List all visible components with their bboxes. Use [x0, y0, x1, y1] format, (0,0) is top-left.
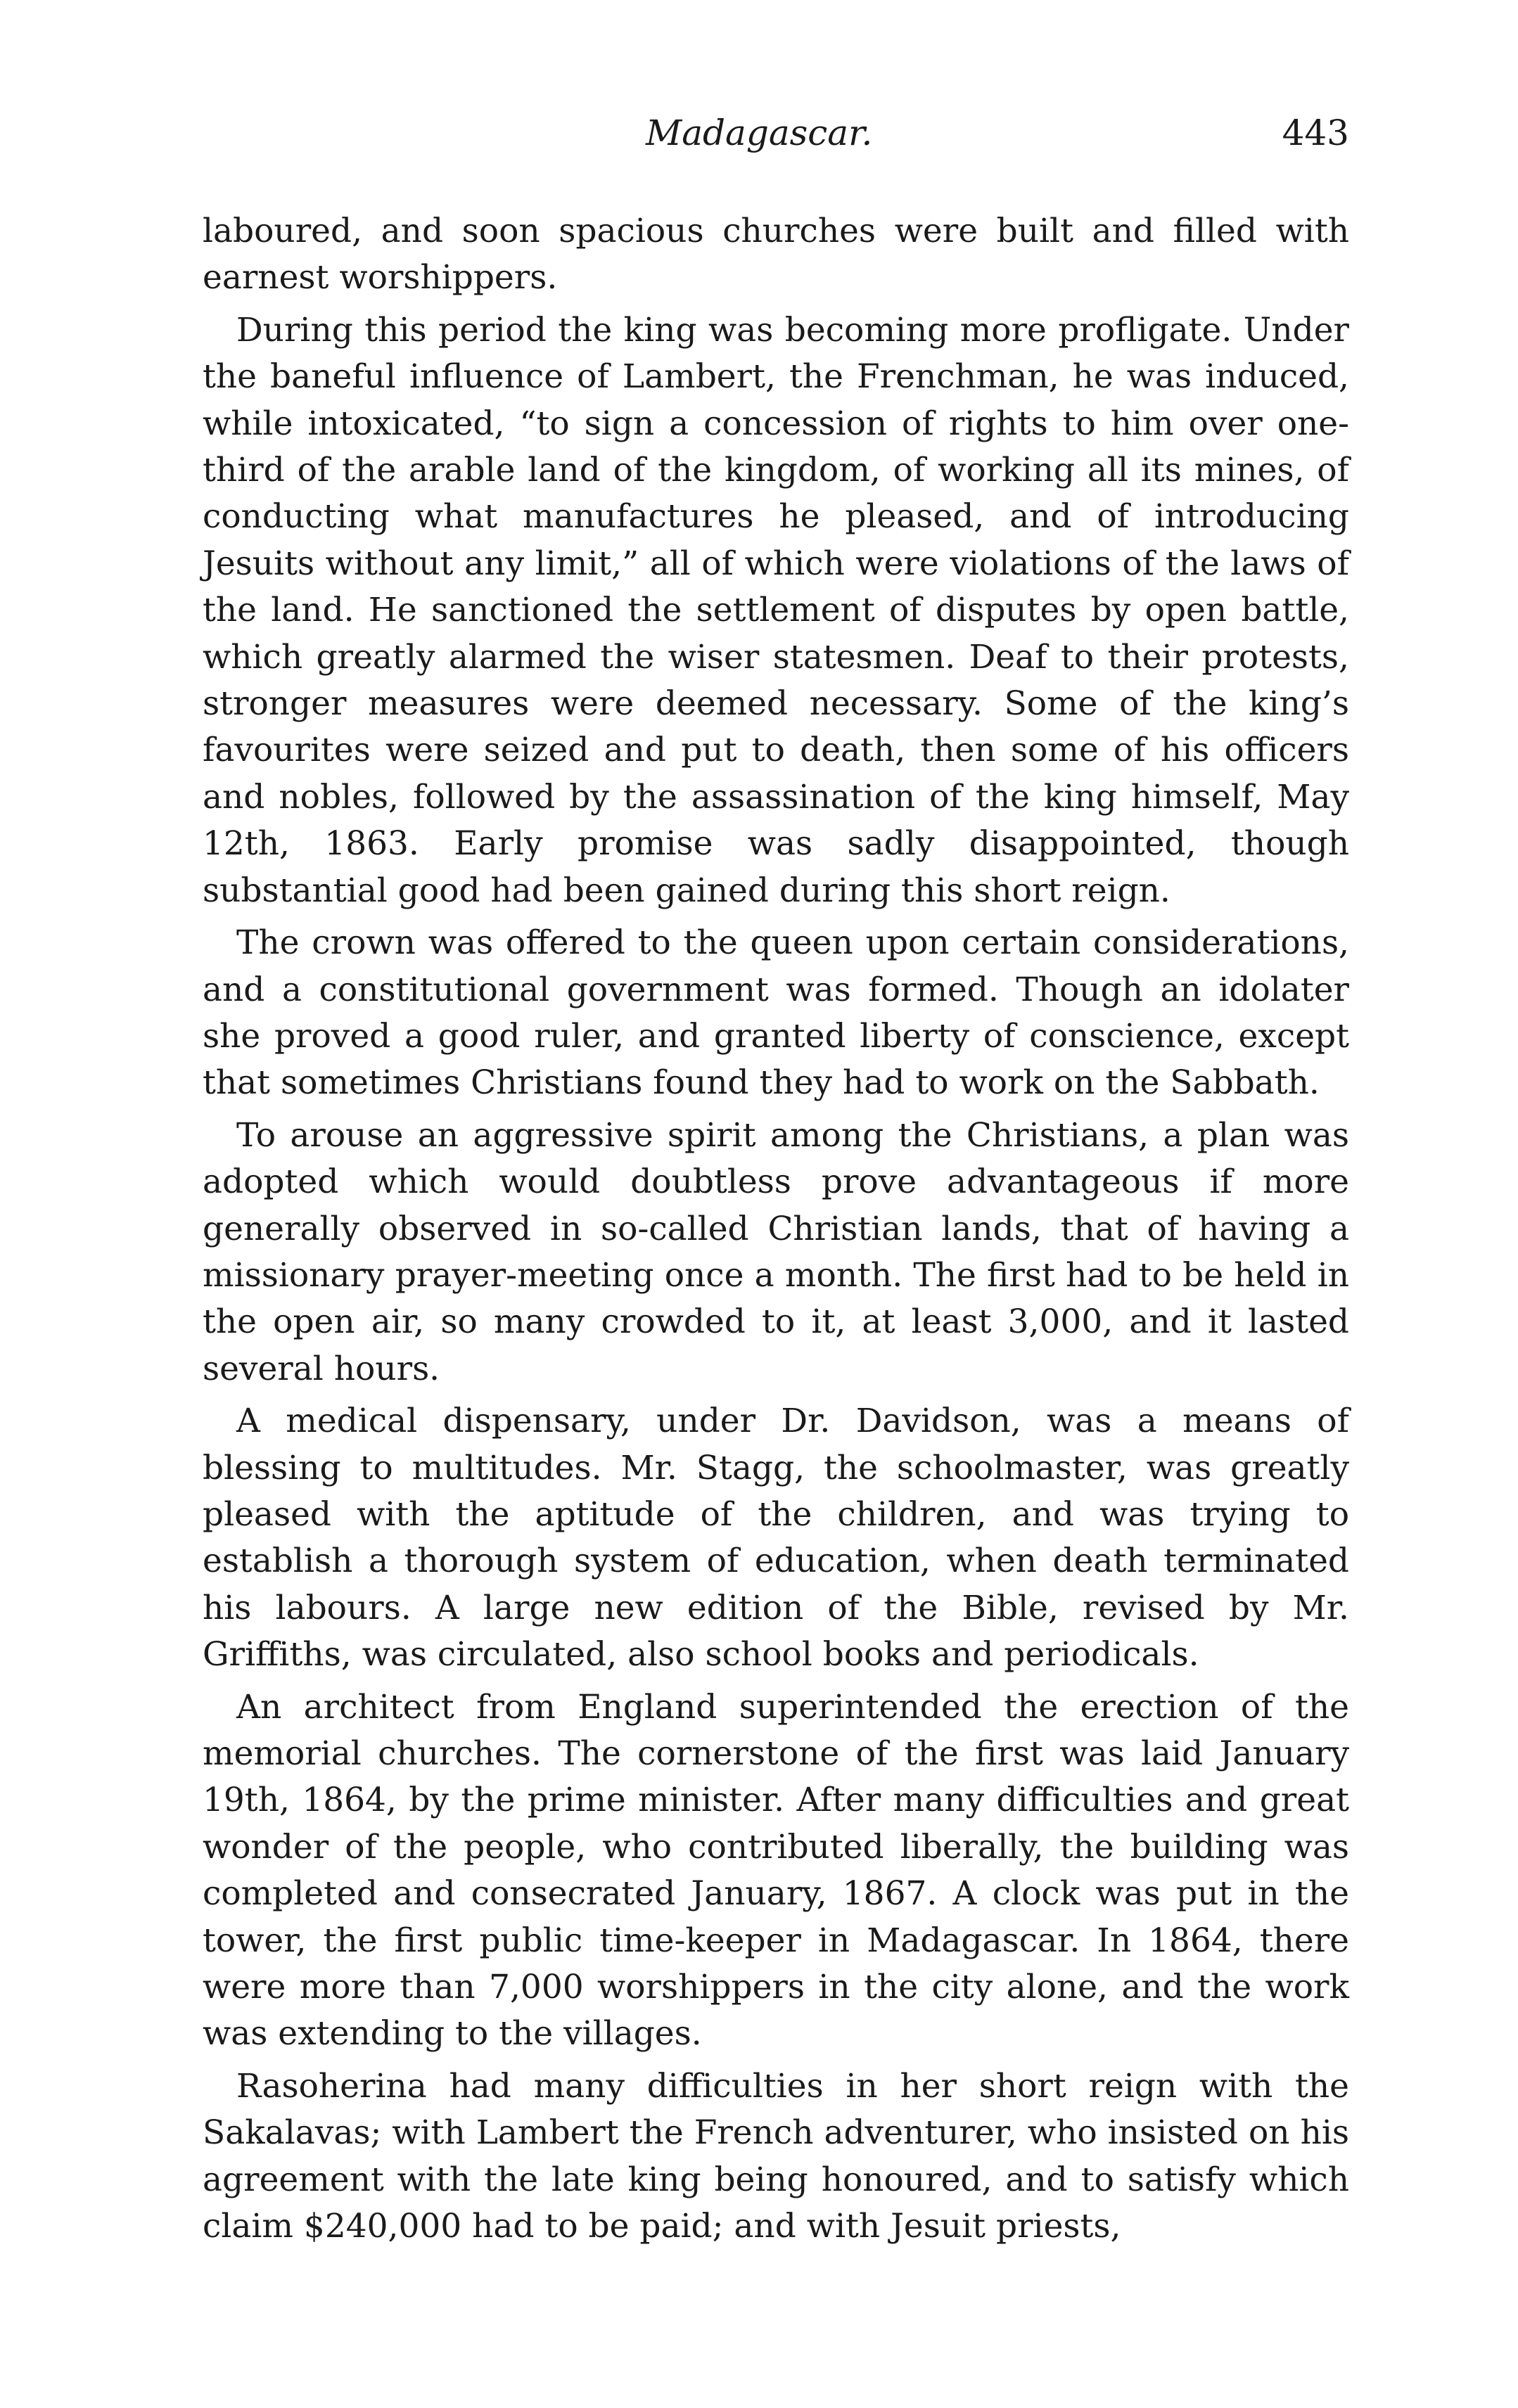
paragraph-crown-offered: The crown was offered to the queen upon certain considerations, and a constitutional government was formed. Though an idolater she proved a good ruler, and granted liberty of conscience, except that sometimes Christians found they had to work on the Sabbath. — [203, 923, 1349, 1103]
paragraph-continued: laboured, and soon spacious churches were built and filled with earnest worshippers. — [203, 212, 1349, 297]
page-number: 443 — [1282, 113, 1349, 153]
paragraph-rasoherina: Rasoherina had many difficulties in her short reign with the Sakalavas; with Lambert the French adventurer, who insisted on his agreement with the late king being honoured, and to satisfy which claim $240,000 had to be paid; and with Jesuit priests, — [203, 2066, 1349, 2246]
paragraph-king-profligate: During this period the king was becoming more profligate. Under the baneful influence of Lambert, the Frenchman, he was induced, while intoxicated, “to sign a concession of rights to him over one-third of the arable land of the kingdom, of working all its mines, of conducting what manufactures he pleased, and of introducing Jesuits without any limit,” all of which were violations of the laws of the land. He sanctioned the settlement of disputes by open battle, which greatly alarmed the wiser statesmen. Deaf to their protests, stronger measures were deemed necessary. Some of the king’s favourites were seized and put to death, then some of his officers and nobles, followed by the assassination of the king himself, May 12th, 1863. Early promise was sadly disappointed, though substantial good had been gained during this short reign. — [203, 310, 1349, 910]
body-text — [203, 208, 1349, 2250]
book-page — [203, 113, 1349, 2255]
running-title: Madagascar. — [646, 113, 873, 153]
paragraph-memorial-churches: An architect from England superintended the erection of the memorial churches. The cornerstone of the first was laid January 19th, 1864, by the prime minister. After many difficulties and great wonder of the people, who contributed liberally, the building was completed and consecrated January, 1867. A clock was put in the tower, the first public time-keeper in Madagascar. In 1864, there were more than 7,000 worshippers in the city alone, and the work was extending to the villages. — [203, 1687, 1349, 2054]
paragraph-medical-dispensary: A medical dispensary, under Dr. Davidson, was a means of blessing to multitudes. Mr. Stagg, the schoolmaster, was greatly pleased with the aptitude of the children, and was trying to establish a thorough system of education, when death terminated his labours. A large new edition of the Bible, revised by Mr. Griffiths, was circulated, also school books and periodicals. — [203, 1402, 1349, 1674]
paragraph-prayer-meeting: To arouse an aggressive spirit among the Christians, a plan was adopted which would doubtless prove advantageous if more generally observed in so-called Christian lands, that of having a missionary prayer-meeting once a month. The first had to be held in the open air, so many crowded to it, at least 3,000, and it lasted several hours. — [203, 1115, 1349, 1388]
running-head — [203, 113, 1349, 169]
